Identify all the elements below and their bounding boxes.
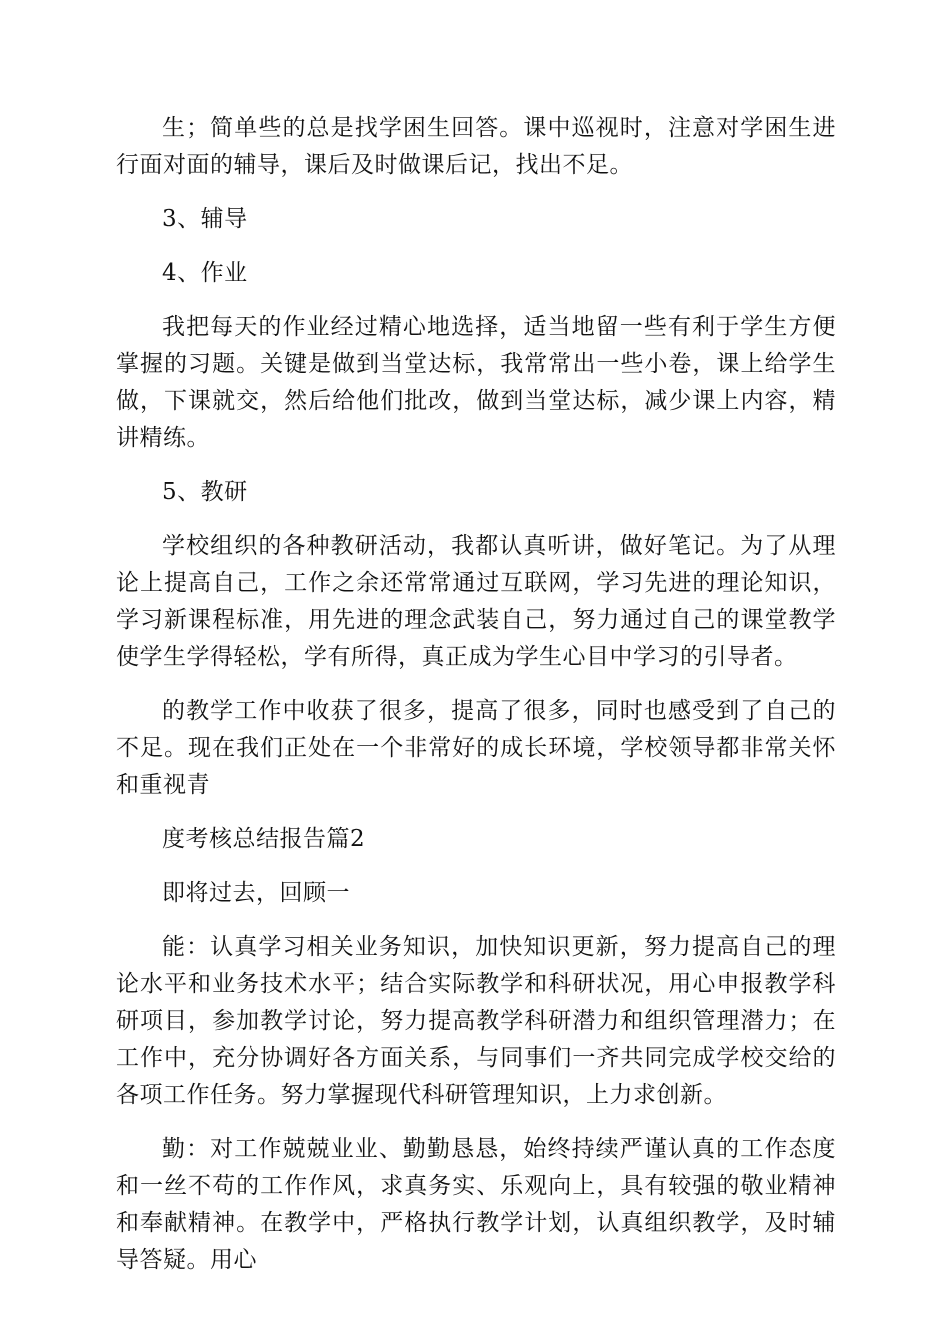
paragraph-6: 学校组织的各种教研活动，我都认真听讲，做好笔记。为了从理论上提高自己，工作之余还常常通过互联网，学习先进的理论知识，学习新课程标准，用先进的理念武装自己，努力通过自己的课堂教学使学生学得轻松，学有所得，真正成为学生心目中学习的引导者。 — [116, 533, 836, 670]
paragraph-11: 勤：对工作兢兢业业、勤勤恳恳，始终持续严谨认真的工作态度和一丝不苟的工作作风，求真务实、乐观向上，具有较强的敬业精神和奉献精神。在教学中，严格执行教学计划，认真组织教学，及时辅导答疑。用心 — [116, 1136, 836, 1273]
document-body — [116, 110, 836, 1296]
paragraph-5: 5、教研 — [162, 479, 248, 505]
paragraph-4: 我把每天的作业经过精心地选择，适当地留一些有利于学生方便掌握的习题。关键是做到当堂达标，我常常出一些小卷，课上给学生做，下课就交，然后给他们批改，做到当堂达标，减少课上内容，精讲精练。 — [116, 314, 836, 451]
paragraph-1: 生；简单些的总是找学困生回答。课中巡视时，注意对学困生进行面对面的辅导，课后及时做课后记，找出不足。 — [116, 115, 836, 178]
paragraph-2: 3、辅导 — [162, 206, 248, 232]
paragraph-7: 的教学工作中收获了很多，提高了很多，同时也感受到了自己的不足。现在我们正处在一个非常好的成长环境，学校领导都非常关怀和重视青 — [116, 698, 836, 798]
paragraph-3: 4、作业 — [162, 260, 248, 286]
paragraph-10: 能：认真学习相关业务知识，加快知识更新，努力提高自己的理论水平和业务技术水平；结合实际教学和科研状况，用心申报教学科研项目，参加教学讨论，努力提高教学科研潜力和组织管理潜力；在工作中，充分协调好各方面关系，与同事们一齐共同完成学校交给的各项工作任务。努力掌握现代科研管理知识，上力求创新。 — [116, 934, 836, 1108]
paragraph-9: 即将过去，回顾一 — [162, 880, 350, 906]
paragraph-8: 度考核总结报告篇2 — [162, 826, 366, 852]
